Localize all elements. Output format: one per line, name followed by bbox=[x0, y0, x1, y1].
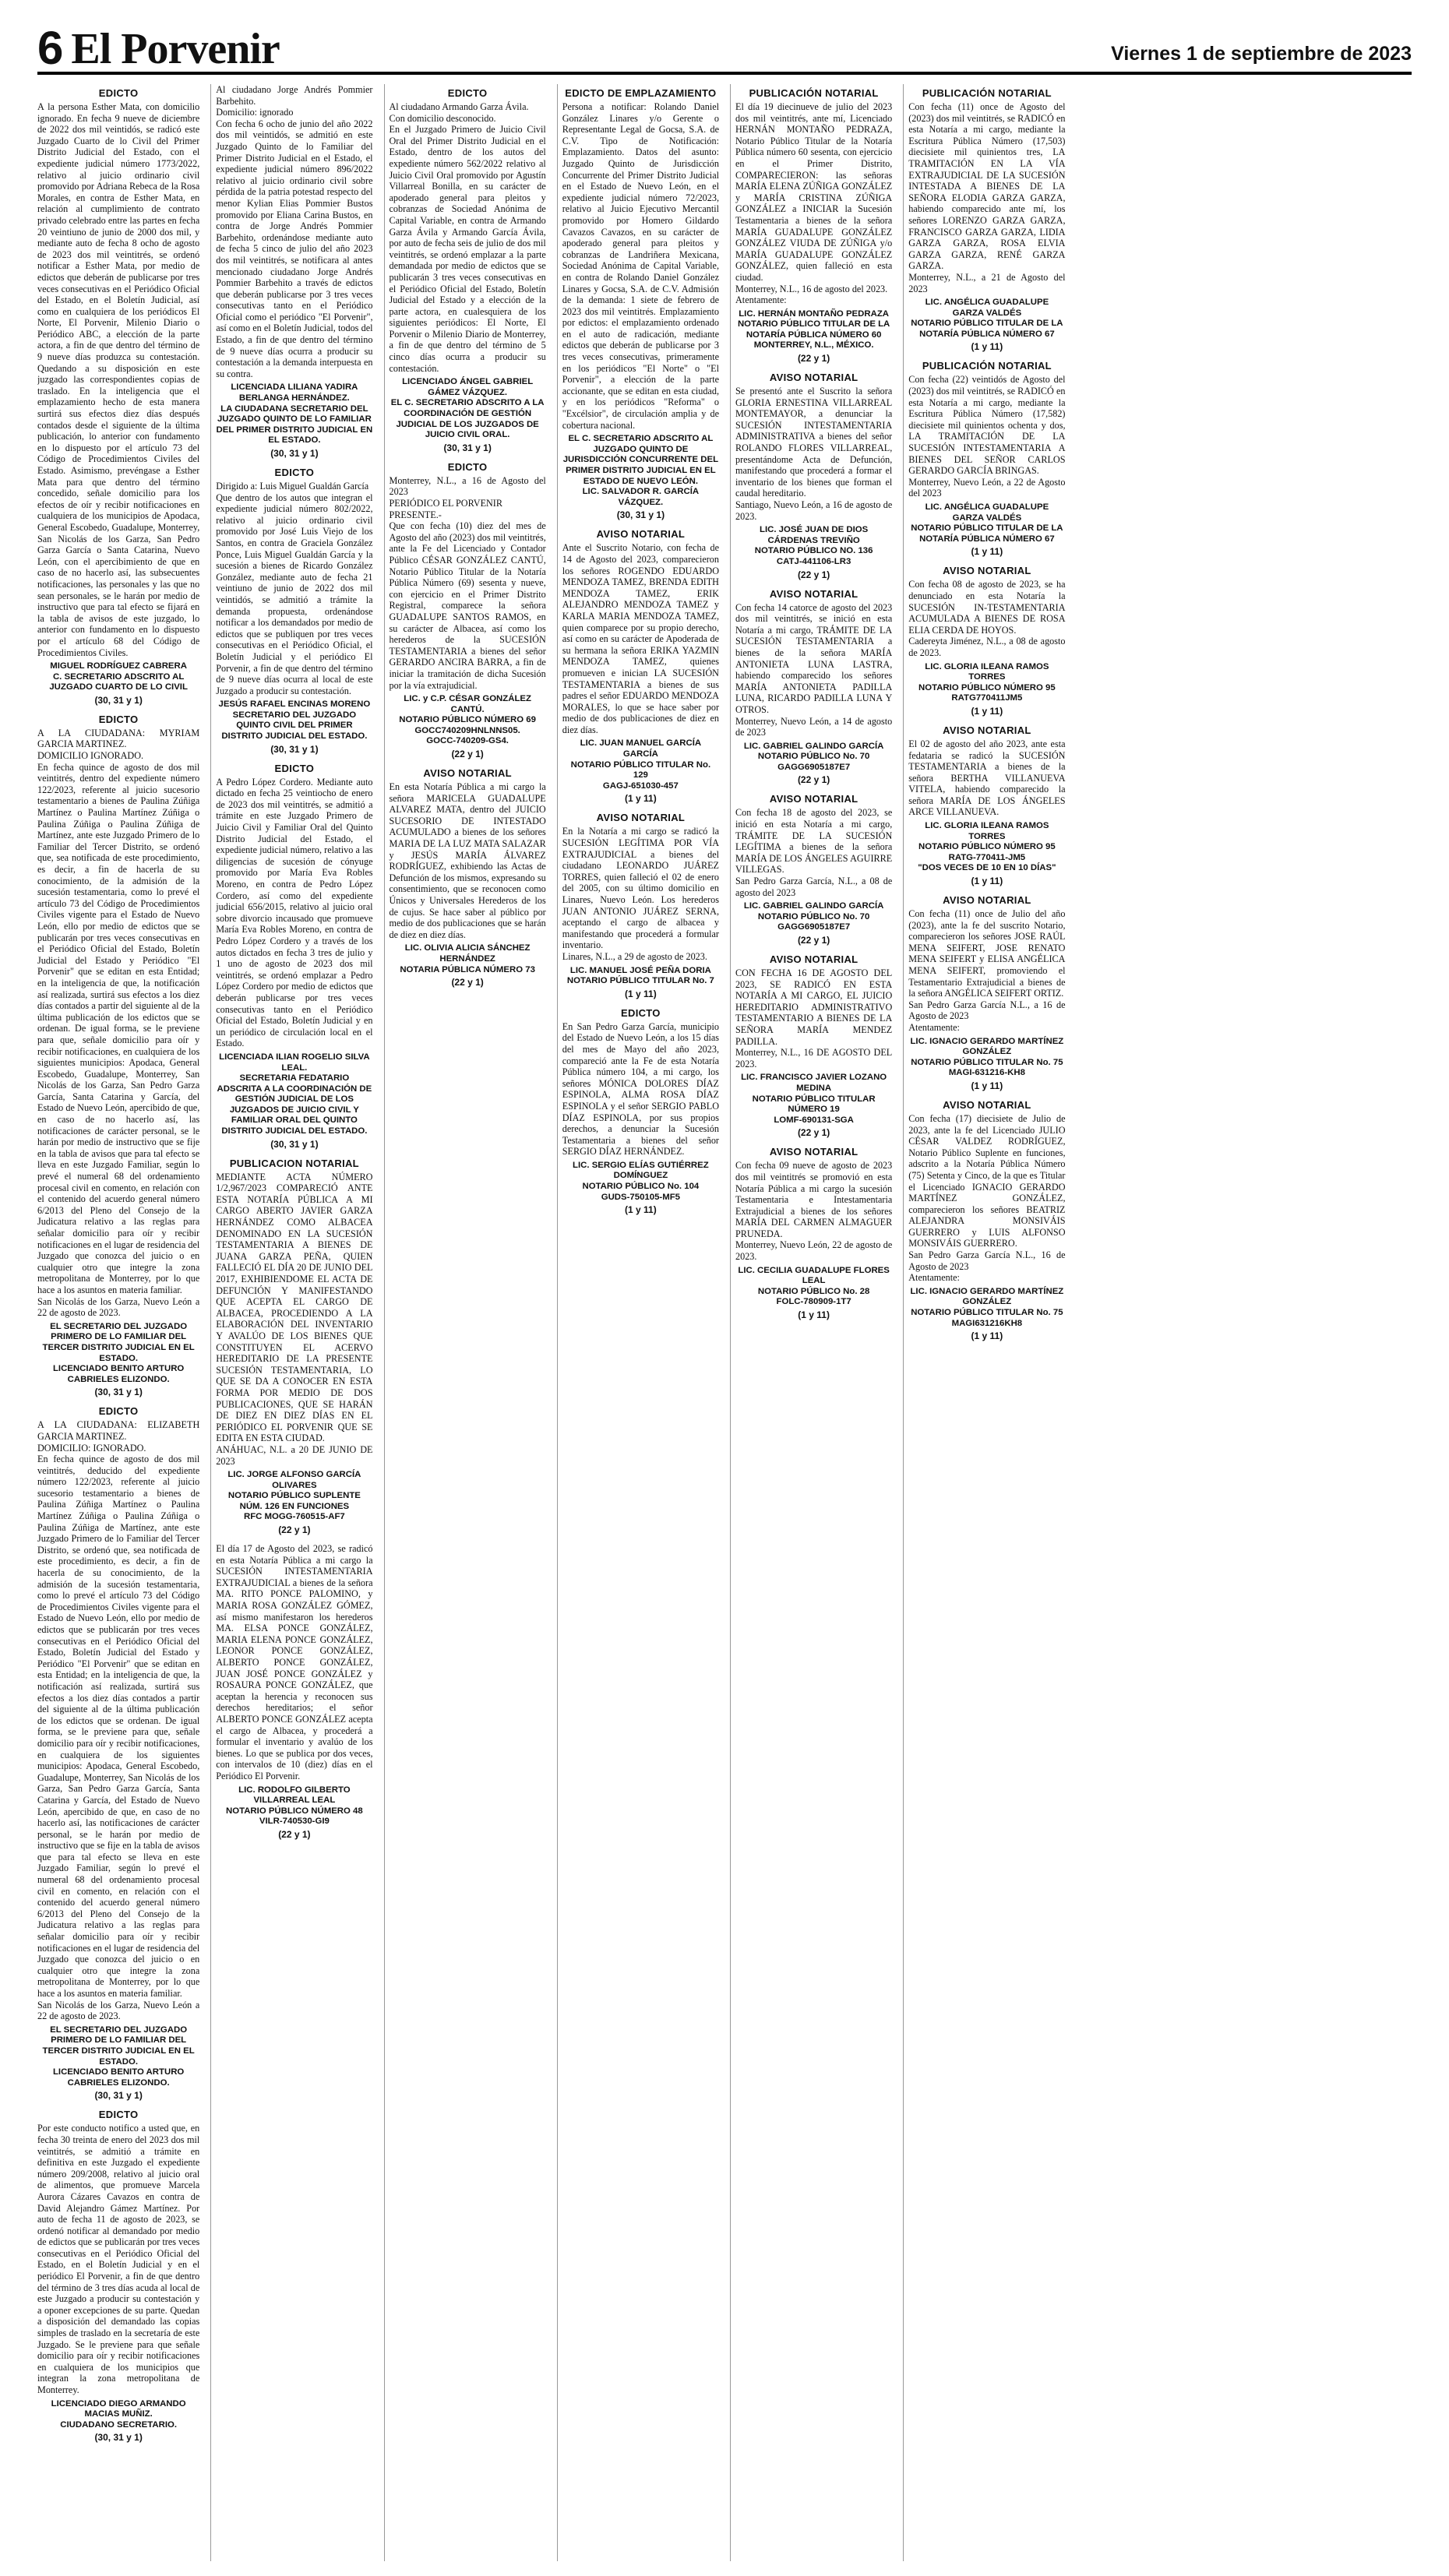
notice-body: El 02 de agosto del año 2023, ante esta fedataria se radicó la SUCESIÓN TESTAMENTARIA a bienes de la señora BERTHA VILLANUEVA VITELA, habiendo comparecido la señora MARÍA DE LOS ÁNGELES ARCE VILLANUEVA. bbox=[908, 738, 1066, 818]
notice-title: AVISO NOTARIAL bbox=[769, 372, 858, 384]
notice-title: PUBLICACIÓN NOTARIAL bbox=[749, 87, 879, 99]
notice-title: AVISO NOTARIAL bbox=[769, 953, 858, 965]
notice-publication-dates: (30, 31 y 1) bbox=[270, 743, 319, 755]
notice-title: EDICTO bbox=[447, 87, 488, 99]
notice-title: AVISO NOTARIAL bbox=[943, 1098, 1031, 1111]
newspaper-name: El Porvenir bbox=[71, 25, 280, 73]
column-1 bbox=[37, 84, 199, 2561]
column-4 bbox=[557, 84, 719, 2561]
notice-publication-dates: (1 y 11) bbox=[971, 546, 1003, 558]
notice-publication-dates: (22 y 1) bbox=[797, 774, 830, 786]
notice-body: A LA CIUDADANA: MYRIAM GARCIA MARTINEZ. DOMICILIO IGNORADO. En fecha quince de agosto de dos mil veintitrés, dentro del expediente número 122/2023, referente al juicio sucesorio testamentario a bienes de Paulina Zúñiga Martínez o Paulina Martínez Zúñiga o Paulina Zúñiga o Paulina Zúñiga de Martínez, ante este Juzgado Primero de lo Familiar del Tercer Distrito, se ordenó que, sea notificada de este procedimiento, es decir, a fin de hacerla de su conocimiento, de la admisión de la sucesión testamentaria, como lo prevé el artículo 73 del Código de Procedimientos Civiles vigente para el Estado de Nuevo León, ello por medio de edictos que se publicarán por tres veces consecutivas en el Periódico Oficial del Estado, Boletín Judicial del Estado y Periódico "El Porvenir" que se editan en esta Entidad; en la inteligencia de que, la notificación así realizada, surtirá sus efectos a los diez días contados a partir del siguiente al de la última publicación de los edictos que se ordenan. De igual forma, se le previene para que, señale domicilio para oír y recibir notificaciones, en cualquiera de los siguientes municipios: Apodaca, General Escobedo, Guadalupe, Monterrey, San Nicolás de los Garza, San Pedro Garza García, Santa Catarina y García, del Estado de Nuevo León, apercibido de que, en caso de no hacerlo así, las notificaciones de carácter personal, se le harán por medio de instructivo que se fije en la tabla de avisos que para tal efecto se lleva en este Juzgado Familiar, según lo prevé el numeral 68 del ordenamiento procesal civil en comento, en relación con el contenido del acuerdo general número 6/2013 del Pleno del Consejo de la Judicatura relativo a las reglas para señalar domicilio para oír y recibir notificaciones en el lugar de residencia del Juzgado que conozca del juicio o en cualquier otro que integre la zona metropolitana de Monterrey, por lo que hace a los asuntos en materia familiar. San Nicolás de los Garza, Nuevo León a 22 de agosto de 2023. bbox=[37, 727, 200, 1319]
column-2 bbox=[210, 84, 372, 2561]
notice-body: En esta Notaría Pública a mi cargo la señora MARICELA GUADALUPE ALVAREZ MATA, dentro del JUICIO SUCESORIO DE INTESTADO ACUMULADO a bienes de los señores MARIA DE LA LUZ MATA SALAZAR y JESÚS MARÍA ÁLVAREZ RODRÍGUEZ, exhibiendo las Actas de Defunción de los mismos, expresando su consentimiento, que se reconocen como Únicos y Universales Herederos de los de cujus. Se hace saber al público por medio de dos publicaciones que se harán de diez en diez días. bbox=[389, 781, 546, 940]
notice-publication-dates: (22 y 1) bbox=[278, 1828, 311, 1840]
notice-publication-dates: (30, 31 y 1) bbox=[616, 509, 665, 521]
notice-publication-dates: (30, 31 y 1) bbox=[94, 2432, 143, 2444]
notice-signature: LIC. GABRIEL GALINDO GARCÍA NOTARIO PÚBLICO No. 70 GAGG6905187E7 bbox=[743, 901, 884, 932]
legal-notice bbox=[37, 1405, 199, 2101]
notice-signature: LIC. HERNÁN MONTAÑO PEDRAZA NOTARIO PÚBLICO TITULAR DE LA NOTARÍA PÚBLICA NÚMERO 60 MONTERREY, N.L., MÉXICO. bbox=[737, 308, 890, 351]
notice-body: Con fecha 14 catorce de agosto del 2023 dos mil veintitrés, se inició en esta Notaría a mi cargo, TRÁMITE DE LA SUCESIÓN TESTAMENTARIA a bienes de la señora MARÍA ANTONIETA LUNA LASTRA, habiendo comparecido los señores MARÍA ANTONIETA PADILLA LUNA, RICARDO PADILLA LUNA Y OTROS. Monterrey, Nuevo León, a 14 de agosto de 2023 bbox=[735, 601, 893, 738]
notice-publication-dates: (22 y 1) bbox=[451, 977, 484, 988]
notice-signature: LIC. GLORIA ILEANA RAMOS TORRES NOTARIO PÚBLICO NÚMERO 95 RATG770411JM5 bbox=[918, 661, 1056, 703]
notice-signature: LIC. CECILIA GUADALUPE FLORES LEAL NOTARIO PÚBLICO No. 28 FOLC-780909-1T7 bbox=[738, 1265, 890, 1307]
masthead bbox=[37, 20, 1412, 75]
notice-title: EDICTO bbox=[621, 1006, 661, 1019]
notice-publication-dates: (1 y 11) bbox=[971, 1330, 1003, 1342]
notice-signature: LIC. IGNACIO GERARDO MARTÍNEZ GONZÁLEZ NOTARIO PÚBLICO TITULAR No. 75 MAGI-631216-KH8 bbox=[910, 1036, 1064, 1078]
notice-body: MEDIANTE ACTA NÚMERO 1/2,967/2023 COMPARECIÓ ANTE ESTA NOTARÍA PÚBLICA A MI CARGO ABERTO JAVIER GARZA HERNÁNDEZ COMO ALBACEA DENOMINADO EN LA SUCESIÓN TESTAMENTARIA A BIENES DE JUANA GARZA PEÑA, QUIEN FALLECIÓ EL DÍA 20 DE JUNIO DEL 2017, EXHIBIENDOME EL ACTA DE DEFUNCIÓN Y MANIFESTANDO QUE ACEPTA EL CARGO DE ALBACEA, PROCEDIENDO A LA ELABORACIÓN DEL INVENTARIO Y AVALÚO DE LOS BIENES QUE CONSTITUYEN EL ACERVO HEREDITARIO DE LA PRESENTE SUCESIÓN TESTAMENTARIA, LO QUE SE DA A CONOCER EN ESTA FORMA POR MEDIO DE DOS PUBLICACIONES, QUE SE HARÁN DE DIEZ EN DIEZ DÍAS EN EL PERIÓDICO EL PORVENIR QUE SE EDITA EN ESTA CIUDAD. ANÁHUAC, N.L. a 20 DE JUNIO DE 2023 bbox=[216, 1171, 373, 1467]
notice-body: A LA CIUDADANA: ELIZABETH GARCIA MARTINEZ. DOMICILIO: IGNORADO. En fecha quince de agosto de dos mil veintitrés, deducido del expediente número 122/2023, referente al juicio sucesorio testamentario a bienes de Paulina Zúñiga Martínez o Paulina Martínez Zúñiga o Paulina Zúñiga o Paulina Zúñiga de Martínez, ante este Juzgado Primero de lo Familiar del Tercer Distrito, se ordenó que, sea notificada de este procedimiento, es decir, a fin de hacerla de su conocimiento, de la admisión de la sucesión testamentaria, como lo prevé el artículo 73 del Código de Procedimientos Civiles vigente para el Estado de Nuevo León, ello por medio de edictos que se publicarán por tres veces consecutivas en el Periódico Oficial del Estado, Boletín Judicial del Estado y Periódico "El Porvenir" que se editan en esta Entidad; en la inteligencia de que, la notificación así realizada, surtirá sus efectos a los diez días contados a partir del siguiente al de la última publicación de los edictos que se ordenan. De igual forma, se le previene para que, señale domicilio para oír y recibir notificaciones, en cualquiera de los siguientes municipios: Apodaca, General Escobedo, Guadalupe, Monterrey, San Nicolás de los Garza, San Pedro Garza García, Santa Catarina y García, del Estado de Nuevo León, apercibido de que, en caso de no hacerlo así, las notificaciones de carácter personal, se le harán por medio de instructivo que se fije en la tabla de avisos que para tal efecto se lleva en este Juzgado Familiar, según lo prevé el numeral 68 del ordenamiento procesal civil en comento, en relación con el contenido del acuerdo general número 6/2013 del Pleno del Consejo de la Judicatura relativo a las reglas para señalar domicilio para oír y recibir notificaciones en el lugar de residencia del Juzgado que conozca del juicio o en cualquier otro que integre la zona metropolitana de Monterrey, por lo que hace a los asuntos en materia familiar. San Nicolás de los Garza, Nuevo León a 22 de agosto de 2023. bbox=[37, 1419, 200, 2022]
notice-columns bbox=[37, 84, 1412, 2561]
legal-notice bbox=[390, 767, 546, 988]
notice-publication-dates: (30, 31 y 1) bbox=[94, 2090, 143, 2102]
notice-body: En San Pedro Garza García, municipio del Estado de Nuevo León, a los 15 días del mes de Mayo del año 2023, compareció ante la Fe de esta Notaría Pública número 104, a mi cargo, los señores MÓNICA DOLORES DÍAZ ESPINOLA, ALMA ROSA DÍAZ ESPINOLA y el señor SERGIO PABLO DÍAZ ESPINOLA, por sus propios derechos, a denunciar la Sucesión Testamentaria a bienes del señor SERGIO DÍAZ HERNÁNDEZ. bbox=[562, 1020, 719, 1158]
notice-title: EDICTO bbox=[98, 713, 139, 725]
notice-title: AVISO NOTARIAL bbox=[769, 1146, 858, 1158]
notice-publication-dates: (22 y 1) bbox=[278, 1524, 311, 1536]
notice-body: CON FECHA 16 DE AGOSTO DEL 2023, SE RADICÓ EN ESTA NOTARÍA A MI CARGO, EL JUICIO HEREDITARIO ADMINISTRATIVO TESTAMENTARIO A BIENES DE LA SEÑORA MARÍA MENDEZ PADILLA. Monterrey, N.L., 16 DE AGOSTO DEL 2023. bbox=[735, 967, 893, 1070]
notice-body: Ante el Suscrito Notario, con fecha de 14 de Agosto del 2023, comparecieron los señores ROGENDO EDUARDO MENDOZA TAMEZ, BRENDA EDITH MENDOZA TAMEZ, ERIK ALEJANDRO MENDOZA TAMEZ y KARLA MARIA MENDOZA TAMEZ, quien comparece por su propio derecho, así como en su carácter de Apoderada de su hermana la señora ERIKA YAZMIN MENDOZA TAMEZ, quienes promueven e inician LA SUCESIÓN TESTAMENTARIA a bienes de sus padres el señor EDUARDO MENDOZA MORALES, lo que se hace saber por medio de dos publicaciones de diez en diez días. bbox=[562, 542, 719, 735]
notice-title: AVISO NOTARIAL bbox=[943, 894, 1031, 907]
notice-publication-dates: (1 y 11) bbox=[625, 988, 657, 999]
notice-publication-dates: (1 y 11) bbox=[971, 341, 1003, 353]
notice-signature: LIC. JOSÉ JUAN DE DIOS CÁRDENAS TREVIÑO NOTARIO PÚBLICO NO. 136 CATJ-441106-LR3 bbox=[754, 525, 873, 566]
notice-title: PUBLICACIÓN NOTARIAL bbox=[922, 360, 1052, 372]
notice-publication-dates: (22 y 1) bbox=[797, 569, 830, 580]
notice-title: EDICTO bbox=[274, 467, 315, 478]
notice-signature: LIC. OLIVIA ALICIA SÁNCHEZ HERNÁNDEZ NOTARIA PÚBLICA NÚMERO 73 bbox=[400, 943, 535, 974]
notice-signature: LICENCIADO ÁNGEL GABRIEL GÁMEZ VÁZQUEZ. EL C. SECRETARIO ADSCRITO A LA COORDINACIÓN DE GESTIÓN JUDICIAL DE LOS JUZGADOS DE JUICIO CIVIL ORAL. bbox=[390, 377, 545, 440]
notice-title: AVISO NOTARIAL bbox=[769, 793, 858, 805]
notice-title: PUBLICACIÓN NOTARIAL bbox=[922, 87, 1052, 99]
notice-body: Persona a notificar: Rolando Daniel González Linares y/o Gerente o Representante Legal de Gocsa, S.A. de C.V. Tipo de Notificación: Emplazamiento. Datos del asunto: Juzgado Quinto de Jurisdicción Concurrente del Primer Distrito Judicial en el Estado de Nuevo León, en el expediente judicial número 72/2023, relativo al Juicio Ejecutivo Mercantil promovido por Homero Gildardo Cavazos Cavazos, en su carácter de apoderado general para pleitos y cobranzas de Landriñera Mexicana, Sociedad Anónima de Capital Variable, en contra de Rolando Daniel González Linares y Gocsa, S.A. de C.V. Admisión de la demanda: 1 siete de febrero de 2023 dos mil veintitrés. Emplazamiento por edictos: el emplazamiento ordenado en el auto de radicación, mediante edictos que deberán de publicarse por 3 tres veces consecutivas, primeramente en los periódicos "El Norte" o "El Porvenir", a elección de la parte accionante, que se editan en esta ciudad, y en los periódicos "Reforma" o "Excélsior", de circulación amplia y de cobertura nacional. bbox=[562, 101, 719, 431]
notice-body: Con fecha 09 nueve de agosto de 2023 dos mil veintitrés se promovió en esta Notaría Pública a mi cargo la sucesión Testamentaria e Intestamentaria Extrajudicial a bienes de los señores MARÍA DEL CARMEN ALMAGUER PRUNEDA. Monterrey, Nuevo León, 22 de agosto de 2023. bbox=[735, 1160, 893, 1263]
notice-title: EDICTO bbox=[447, 460, 488, 473]
legal-notice bbox=[216, 1158, 372, 1535]
column-3 bbox=[384, 84, 546, 2561]
notice-signature: EL SECRETARIO DEL JUZGADO PRIMERO DE LO FAMILIAR DEL TERCER DISTRITO JUDICIAL EN EL ESTADO. LICENCIADO BENITO ARTURO CABRIELES ELIZONDO. bbox=[42, 2025, 195, 2088]
notice-body: A la persona Esther Mata, con domicilio ignorado. En fecha 9 nueve de diciembre de 2022 dos mil veintidós, se radicó este Juzgado Cuarto de lo Civil del Primer Distrito Judicial del Estado, con el expediente judicial número 1773/2022, relativo al juicio ordinario civil promovido por Adriana Rebeca de la Rosa Morales, en contra de Esther Mata, en relación al cumplimiento de contrato privado celebrado entre las partes en fecha 20 veintiuno de junio de 2000 dos mil, y mediante auto de fecha 8 ocho de agosto de 2023 dos mil veintitrés, se ordenó notificar a Esther Mata, por medio de edictos que deberán de publicarse por tres veces consecutivas en el Periódico Oficial del Estado, en el Boletín Judicial, así como en cualquiera de los periódicos El Norte, El Porvenir, Milenio Diario o Periódico ABC, a elección de la parte actora, a fin de que dentro del término de 9 nueve días produzca su contestación. Quedando a su disposición en este juzgado las correspondientes copias de traslado. En la inteligencia que el emplazamiento hecho de esta manera surtirá sus efectos diez días después contados desde el siguiente de la última publicación, lo anterior con fundamento en lo dispuesto por el artículo 73 del Código de Procedimientos Civiles del Estado. Asimismo, prevéngase a Esther Mata para que dentro del término concedido, señale domicilio para los efectos de oír y recibir notificaciones en cualquiera de los municipios de Apodaca, General Escobedo, Guadalupe, Monterrey, San Nicolás de los Garza, San Pedro Garza García o Santa Catarina, Nuevo León, con el apercibimiento de que en caso de no hacerlo así, las subsecuentes notificaciones, las personales y las que no sean personales, se le harán por medio de instructivo que para tal efecto se fijará en la tabla de avisos de este juzgado, lo anterior con fundamento en lo dispuesto por el artículo 68 del Código de Procedimientos Civiles. bbox=[37, 101, 200, 658]
legal-notice bbox=[216, 467, 372, 755]
legal-notice bbox=[735, 793, 892, 946]
notice-signature: LICENCIADA LILIANA YADIRA BERLANGA HERNÁNDEZ. LA CIUDADANA SECRETARIO DEL JUZGADO QUINTO DE LO FAMILIAR DEL PRIMER DISTRITO JUDICIAL EN EL ESTADO. bbox=[216, 382, 373, 446]
notice-signature: LIC. JORGE ALFONSO GARCÍA OLIVARES NOTARIO PÚBLICO SUPLENTE NÚM. 126 EN FUNCIONES RFC MOGG-760515-AF7 bbox=[227, 1470, 361, 1522]
notice-signature: LICENCIADA ILIAN ROGELIO SILVA LEAL. SECRETARIA FEDATARIO ADSCRITA A LA COORDINACIÓN DE GESTIÓN JUDICIAL DE LOS JUZGADOS DE JUICIO CIVIL Y FAMILIAR ORAL DEL QUINTO DISTRITO JUDICIAL DEL ESTADO. bbox=[217, 1052, 372, 1136]
notice-title: AVISO NOTARIAL bbox=[596, 812, 686, 824]
notice-signature: LIC. ANGÉLICA GUADALUPE GARZA VALDÉS NOTARIO PÚBLICO TITULAR DE LA NOTARÍA PÚBLICA NÚMERO 67 bbox=[911, 298, 1063, 339]
notice-signature: LIC. JUAN MANUEL GARCÍA GARCÍA NOTARIO PÚBLICO TITULAR No. 129 GAGJ-651030-457 bbox=[570, 738, 711, 791]
notice-signature: LICENCIADO DIEGO ARMANDO MACIAS MUÑIZ. CIUDADANO SECRETARIO. bbox=[51, 2398, 186, 2430]
notice-title: EDICTO bbox=[98, 1405, 139, 1418]
notice-publication-dates: (30, 31 y 1) bbox=[94, 694, 143, 706]
notice-publication-dates: (22 y 1) bbox=[797, 1127, 830, 1139]
legal-notice bbox=[390, 87, 546, 453]
notice-body: Con fecha (22) veintidós de Agosto del (2023) dos mil veintitrés, se RADICÓ en esta Notaría a mi cargo, mediante la Escritura Pública Número (17,582) diecisiete mil quinientos ochenta y dos, LA TRAMITACIÓN DE LA SUCESIÓN INTESTAMENTARIA A BIENES DEL SEÑOR CARLOS GERARDO GARCÍA BRINGAS. Monterrey, Nuevo León, a 22 de Agosto del 2023 bbox=[908, 374, 1066, 499]
legal-notice bbox=[908, 1099, 1065, 1341]
column-6 bbox=[903, 84, 1065, 2561]
notice-body: Monterrey, N.L., a 16 de Agosto del 2023 PERIÓDICO EL PORVENIR PRESENTE.- Que con fecha (10) diez del mes de Agosto del año (2023) dos mil veintitrés, ante la Fe del Licenciado y Contador Público CÉSAR GONZÁLEZ CANTÚ, Notario Público Titular de la Notaría Pública Número (69) sesenta y nueve, con ejercicio en el Primer Distrito Registral, comparece la señora GUADALUPE SANTOS RAMOS, en su carácter de Albacea, así como los herederos de la SUCESIÓN TESTAMENTARIA a bienes del señor GERARDO ANCIRA BARRA, a fin de iniciar la tramitación de dicha Sucesión por la vía extrajudicial. bbox=[389, 474, 546, 691]
notice-signature: LIC. GABRIEL GALINDO GARCÍA NOTARIO PÚBLICO No. 70 GAGG6905187E7 bbox=[743, 741, 884, 772]
masthead-left bbox=[37, 22, 280, 74]
legal-notice bbox=[735, 953, 892, 1138]
notice-title: EDICTO DE EMPLAZAMIENTO bbox=[565, 87, 717, 99]
notice-signature: LIC. IGNACIO GERARDO MARTÍNEZ GONZÁLEZ NOTARIO PÚBLICO TITULAR No. 75 MAGI631216KH8 bbox=[910, 1286, 1064, 1328]
notice-publication-dates: (30, 31 y 1) bbox=[270, 1138, 319, 1150]
notice-body: Con fecha (11) once de Agosto del (2023) dos mil veintitrés, se RADICÓ en esta Notaría a mi cargo, mediante la Escritura Pública Número (17,503) diecisiete mil quinientos tres, LA TRAMITACIÓN EN LA VÍA EXTRAJUDICIAL DE LA SUCESIÓN INTESTADA A BIENES DE LA SEÑORA ELODIA GARZA GARZA, habiendo comparecido ante mí, los señores LORENZO GARZA GARZA, FRANCISCO GARZA GARZA, LIDIA GARZA GARZA, ROSA ELVIA GARZA GARZA, RENÉ GARZA GARZA. Monterrey, N.L., a 21 de Agosto del 2023 bbox=[908, 101, 1066, 294]
notice-publication-dates: (30, 31 y 1) bbox=[94, 1387, 143, 1398]
column-5 bbox=[730, 84, 892, 2561]
notice-publication-dates: (1 y 11) bbox=[625, 1204, 657, 1216]
legal-notice bbox=[216, 763, 372, 1150]
notice-body: Dirigido a: Luis Miguel Gualdán García Que dentro de los autos que integran el expediente judicial número 802/2022, relativo al juicio ordinario civil promovido por José Luis Viejo de los Santos, en contra de Graciela González Ponce, Luis Miguel Gualdán García y la sucesión a bienes de Ricardo González González, mediante auto de fecha 21 veintiuno de junio de 2022 dos mil veintidós, se admitió a trámite la demanda propuesta, ordenándose notificar a los demandados por medio de edictos que se publiquen por tres veces consecutivas en el Periódico Oficial, el Boletín Judicial y el periódico El Porvenir, a fin de que dentro del término de 9 nueve días ocurra al local de este Juzgado a producir su contestación. bbox=[216, 481, 373, 696]
notice-signature: MIGUEL RODRÍGUEZ CABRERA C. SECRETARIO ADSCRITO AL JUZGADO CUARTO DE LO CIVIL bbox=[49, 661, 188, 692]
notice-signature: JESÚS RAFAEL ENCINAS MORENO SECRETARIO DEL JUZGADO QUINTO CIVIL DEL PRIMER DISTRITO JUDICIAL DEL ESTADO. bbox=[218, 700, 371, 742]
notice-signature: LIC. ANGÉLICA GUADALUPE GARZA VALDÉS NOTARIO PÚBLICO TITULAR DE LA NOTARÍA PÚBLICA NÚMERO 67 bbox=[911, 502, 1063, 544]
notice-title: PUBLICACION NOTARIAL bbox=[229, 1157, 359, 1169]
legal-notice bbox=[562, 528, 719, 804]
notice-body: Con fecha 18 de agosto del 2023, se inició en esta Notaría a mi cargo, TRÁMITE DE LA SUCESIÓN LEGÍTIMA a bienes de la señora MARÍA DE LOS ÁNGELES AGUIRRE VILLEGAS. San Pedro Garza García, N.L., a 08 de agosto del 2023 bbox=[735, 807, 893, 898]
notice-publication-dates: (1 y 11) bbox=[971, 705, 1003, 717]
notice-body: El día 19 diecinueve de julio del 2023 dos mil veintitrés, ante mí, Licenciado HERNÁN MONTAÑO PEDRAZA, Notario Público Titular de la Notaría Pública número 60 sesenta, con ejercicio en el Primer Distrito, COMPARECIERON: las señoras MARÍA ELENA ZÚÑIGA GONZÁLEZ y MARÍA CRISTINA ZÚÑIGA GONZÁLEZ a INICIAR la Sucesión Testamentaria a bienes de la señora MARÍA GUADALUPE GONZÁLEZ GONZÁLEZ VIUDA DE ZÚÑIGA y/o MARÍA GUADALUPE GONZÁLEZ GONZÁLEZ, quien falleció en esta ciudad. Monterrey, N.L., 16 de agosto del 2023. Atentamente: bbox=[735, 101, 893, 306]
notice-title: AVISO NOTARIAL bbox=[769, 587, 858, 600]
legal-notice bbox=[390, 461, 546, 759]
notice-publication-dates: (1 y 11) bbox=[971, 1080, 1003, 1091]
notice-signature: LIC. y C.P. CÉSAR GONZÁLEZ CANTÚ. NOTARIO PÚBLICO NÚMERO 69 GOCC740209HNLNNS05. GOCC-740209-GS4. bbox=[399, 694, 536, 746]
notice-title: EDICTO bbox=[274, 762, 315, 774]
notice-publication-dates: (22 y 1) bbox=[451, 749, 484, 760]
notice-body: A Pedro López Cordero. Mediante auto dictado en fecha 25 veintiocho de enero de 2023 dos mil veintitrés, se admitió a trámite en este Juzgado Primero de Juicio Civil y Familiar Oral del Quinto Distrito Judicial del Estado, el expediente judicial número, relativo a las diligencias de sucesión de cónyuge promovido por María Eva Robles Moreno, en contra de Pedro López Cordero, así como del expediente judicial 656/2015, relativo al juicio oral sobre divorcio incausado que promueve María Eva Robles Moreno, en contra de Pedro López Cordero y a través de los autos dictados en fecha 3 tres de julio y 1 uno de agosto de 2023 dos mil veintitrés, se ordenó emplazar a Pedro López Cordero por medio de edictos que deberán publicarse por tres veces consecutivas tanto en el Periódico Oficial del Estado, Boletín Judicial y en un periódico de circulación local en el Estado. bbox=[216, 776, 373, 1049]
notice-body: Por este conducto notifico a usted que, en fecha 30 treinta de enero del 2023 dos mil veintitrés, se admitió a trámite en definitiva en este Juzgado el expediente número 209/2008, relativo al juicio oral de alimentos, que promueve Marcela Aurora Cázares Cavazos en contra de David Alejandro Gámez Martínez. Por auto de fecha 11 de agosto de 2023, se ordenó notificar al demandado por medio de edictos que se publicarán por tres veces consecutivas en el Periódico Oficial del Estado, en el Boletín Judicial y en el periódico El Porvenir, a fin de que dentro del término de 3 tres días acuda al local de este Juzgado a producir su contestación y a oponer excepciones de su parte. Quedan a disposición del demandado las copias simples de traslado en la secretaría de este Juzgado. Se le previene para que señale domicilio para oír y recibir notificaciones en cualquiera de los municipios que integran la zona metropolitana de Monterrey. bbox=[37, 2123, 200, 2395]
notice-title: EDICTO bbox=[98, 87, 139, 99]
legal-notice bbox=[735, 1146, 892, 1320]
legal-notice bbox=[735, 372, 892, 580]
legal-notice bbox=[562, 87, 719, 520]
notice-publication-dates: (30, 31 y 1) bbox=[270, 448, 319, 459]
notice-signature: EL C. SECRETARIO ADSCRITO AL JUZGADO QUINTO DE JURISDICCIÓN CONCURRENTE DEL PRIMER DISTRITO JUDICIAL EN EL ESTADO DE NUEVO LEÓN. LIC. SALVADOR R. GARCÍA VÁZQUEZ. bbox=[562, 434, 719, 507]
legal-notice bbox=[908, 724, 1065, 886]
notice-signature: LIC. MANUEL JOSÉ PEÑA DORIA NOTARIO PÚBLICO TITULAR No. 7 bbox=[566, 965, 714, 986]
legal-notice bbox=[37, 87, 199, 706]
notice-publication-dates: (22 y 1) bbox=[797, 935, 830, 946]
notice-body: Se presentó ante el Suscrito la señora GLORIA ERNESTINA VILLARREAL MONTEMAYOR, a denunciar la SUCESIÓN INTESTAMENTARIA ADMINISTRATIVA a bienes del señor ROLANDO FLORES VILLARREAL, presentándome Acta de Defunción, manifestando que procederá a formar el inventario de los bienes que forman el caudal hereditario. Santiago, Nuevo León, a 16 de agosto de 2023. bbox=[735, 386, 893, 522]
legal-notice bbox=[562, 812, 719, 999]
notice-publication-dates: (22 y 1) bbox=[797, 353, 830, 365]
notice-publication-dates: (30, 31 y 1) bbox=[443, 442, 492, 453]
legal-notice bbox=[37, 714, 199, 1397]
legal-notice bbox=[216, 84, 372, 459]
notice-title: AVISO NOTARIAL bbox=[596, 528, 686, 541]
notice-signature: LIC. FRANCISCO JAVIER LOZANO MEDINA NOTARIO PÚBLICO TITULAR NÚMERO 19 LOMF-690131-SGA bbox=[741, 1073, 887, 1125]
notice-body: Con fecha (17) diecisiete de Julio de 2023, ante la fe del Licenciado JULIO CÉSAR VALDEZ RODRÍGUEZ, Notario Público Suplente en funciones, adscrito a la Notaría Pública Número (75) Setenta y Cinco, de la que es Titular el Licenciado IGNACIO GERARDO MARTÍNEZ GONZÁLEZ, comparecieron los señores BEATRIZ ALEJANDRA MONSIVÁIS GUERRERO y LUIS ALFONSO MONSIVÁIS GUERRERO. San Pedro Garza García N.L., 16 de Agosto de 2023 Atentamente: bbox=[908, 1112, 1066, 1284]
legal-notice bbox=[735, 87, 892, 364]
legal-notice bbox=[562, 1007, 719, 1216]
notice-body: Con fecha 08 de agosto de 2023, se ha denunciado en esta Notaría la SUCESIÓN IN-TESTAMENTARIA ACUMULADA A BIENES DE ROSA ELIA CERDA DE HOYOS. Cadereyta Jiménez, N.L., a 08 de agosto de 2023. bbox=[908, 579, 1066, 658]
notice-body: Al ciudadano Armando Garza Ávila. Con domicilio desconocido. En el Juzgado Primero de Juicio Civil Oral del Primer Distrito Judicial en el Estado, dentro de los autos del expediente número 562/2022 relativo al Juicio Civil Oral promovido por Agustín Villarreal Bonilla, en su carácter de apoderado general para pleitos y cobranzas de Sociedad Anónima de Capital Variable, en contra de Armando Garza Ávila y Armando García Ávila, por auto de fecha seis de julio de dos mil veintitrés, se ordenó emplazar a la parte demandada por medio de edictos que se publicarán 3 tres veces consecutivas en el Periódico Oficial del Estado, Boletín Judicial del Estado y a elección de la parte actora, en cualesquiera de los siguientes periódicos: El Norte, El Porvenir o Milenio Diario de Monterrey, a fin de que dentro del término de 5 cinco días ocurra a producir su contestación. bbox=[389, 101, 546, 374]
legal-notice bbox=[216, 1543, 372, 1840]
notice-body: En la Notaría a mi cargo se radicó la SUCESIÓN LEGÍTIMA POR VÍA EXTRAJUDICIAL a bienes del ciudadano LEONARDO JUÁREZ TORRES, quien falleció el 02 de enero del 2005, con su último domicilio en Linares, Nuevo León. Los herederos JUAN ANTONIO JUÁREZ SERNA, aceptando el cargo de albacea y manifestando que procederá a formular inventario. Linares, N.L., a 29 de agosto de 2023. bbox=[562, 826, 719, 962]
notice-body: El día 17 de Agosto del 2023, se radicó en esta Notaría Pública a mi cargo la SUCESIÓN INTESTAMENTARIA EXTRAJUDICIAL a bienes de la señora MA. RITO PONCE PALOMINO, y MARIA ROSA GONZÁLEZ GÓMEZ, así mismo manifestaron los herederos MA. ELSA PONCE GONZÁLEZ, MARIA ELENA PONCE GONZÁLEZ, LEONOR PONCE GONZÁLEZ, ALBERTO PONCE GONZÁLEZ, JUAN JOSÉ PONCE GONZÁLEZ y ROSAURA PONCE GONZÁLEZ, que aceptan la herencia y reconocen sus derechos hereditarios; el señor ALBERTO PONCE GONZÁLEZ acepta el cargo de Albacea, y procederá a formular el inventario y avalúo de los bienes. Lo que se publica por dos veces, con intervalos de 10 (diez) días en el Periódico El Porvenir. bbox=[216, 1543, 373, 1781]
page-number: 6 bbox=[37, 22, 64, 74]
notice-signature: LIC. RODOLFO GILBERTO VILLARREAL LEAL NOTARIO PÚBLICO NÚMERO 48 VILR-740530-GI9 bbox=[226, 1785, 363, 1827]
legal-notice bbox=[908, 894, 1065, 1091]
legal-notice bbox=[37, 2109, 199, 2443]
notice-signature: LIC. GLORIA ILEANA RAMOS TORRES NOTARIO PÚBLICO NÚMERO 95 RATG-770411-JM5 "DOS VECES DE 10 EN 10 DÍAS" bbox=[918, 821, 1056, 873]
notice-body: Con fecha (11) once de Julio del año (2023), ante la fe del suscrito Notario, comparecieron los señores JOSE RAÚL MENA SEIFERT, JOSE RENATO MENA SEIFERT y ELISA ANGÉLICA MENA SEIFERT, promoviendo el Testamentario Extrajudicial a bienes de la señora ANGÉLICA SEIFERT ORTIZ. San Pedro Garza García N.L., a 16 de Agosto de 2023 Atentamente: bbox=[908, 908, 1066, 1033]
notice-signature: LIC. SERGIO ELÍAS GUTIÉRREZ DOMÍNGUEZ NOTARIO PÚBLICO No. 104 GUDS-750105-MF5 bbox=[573, 1160, 709, 1202]
legal-notice bbox=[735, 588, 892, 786]
legal-notice bbox=[908, 360, 1065, 557]
notice-publication-dates: (1 y 11) bbox=[625, 793, 657, 805]
notice-title: AVISO NOTARIAL bbox=[423, 767, 512, 780]
notice-title: AVISO NOTARIAL bbox=[943, 724, 1031, 736]
legal-notice bbox=[908, 87, 1065, 352]
notice-body: Al ciudadano Jorge Andrés Pommier Barbehito. Domicilio: ignorado Con fecha 6 ocho de junio del año 2022 dos mil veintidós, se admitió en este Juzgado Quinto de lo Familiar del Primer Distrito Judicial en el Estado, el expediente judicial número 896/2022 relativo al juicio ordinario civil sobre pérdida de la patria potestad respecto del menor Kylian Elias Pommier Bustos promovido por Eliana Carina Bustos, en contra de Jorge Andrés Pommier Barbehito, ordenándose mediante auto de fecha 5 cinco de julio del año 2023 dos mil veintitrés, se notificara al antes mencionado ciudadano Jorge Andrés Pommier Barbehito a través de edictos que deberán publicarse por 3 tres veces consecutivas tanto en el Periódico Oficial como el periódico "El Porvenir", así como en el Boletín Judicial, todos del Estado, a fin de que dentro del término de 9 nueve días ocurra a producir su contestación a la demanda interpuesta en su contra. bbox=[216, 84, 373, 379]
notice-title: AVISO NOTARIAL bbox=[943, 565, 1031, 577]
notice-publication-dates: (1 y 11) bbox=[971, 876, 1003, 887]
legal-notice bbox=[908, 565, 1065, 717]
issue-date: Viernes 1 de septiembre de 2023 bbox=[1111, 43, 1412, 65]
notice-publication-dates: (1 y 11) bbox=[798, 1309, 830, 1321]
notice-signature: EL SECRETARIO DEL JUZGADO PRIMERO DE LO FAMILIAR DEL TERCER DISTRITO JUDICIAL EN EL ESTADO. LICENCIADO BENITO ARTURO CABRIELES ELIZONDO. bbox=[42, 1321, 195, 1384]
notice-title: EDICTO bbox=[98, 2109, 139, 2121]
